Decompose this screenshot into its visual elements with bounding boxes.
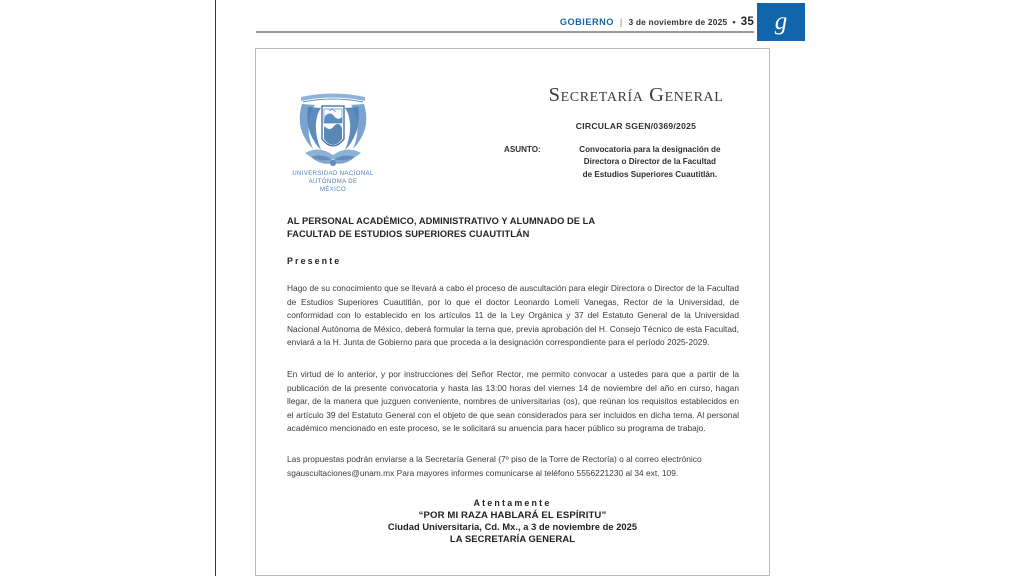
subject-line-3: de Estudios Superiores Cuautitlán. bbox=[582, 169, 718, 179]
body-paragraph-1: Hago de su conocimiento que se llevará a cabo el proceso de auscultación para elegir Directora o Director de la Facultad de Estudios Superiores Cuautitlán, por lo que el doctor Leonardo Lomelí Vanegas, Rector de la Universidad, de conformidad con lo establecido en los artículos 11 de la Ley Orgánica y 37 del Estatuto General de la Universidad Nacional Autónoma de México, deberá formular la terna que, previa aprobación del H. Consejo Técnico de esta Facultad, enviará a la H. Junta de Gobierno para que proceda a la designación correspondiente para el período 2025-2029. bbox=[287, 283, 739, 348]
running-head bbox=[256, 14, 754, 30]
circular-document-sheet bbox=[255, 48, 770, 576]
running-head-rule bbox=[256, 31, 754, 33]
addressee-block bbox=[287, 215, 727, 242]
body-paragraph-3-line-2: sgauscultaciones@unam.mx Para mayores informes comunicarse al teléfono 5556221230 al 34 ext. 109. bbox=[287, 467, 679, 478]
unam-seal-icon bbox=[285, 83, 381, 195]
page-spine-divider bbox=[215, 0, 216, 576]
body-paragraph-3-line-1: Las propuestas podrán enviarse a la Secretaría General (7º piso de la Torre de Rectoría) o al correo electrónico bbox=[287, 454, 702, 464]
circular-number: CIRCULAR SGEN/0369/2025 bbox=[575, 121, 697, 131]
body-paragraph-3 bbox=[287, 453, 739, 480]
presente-label: Presente bbox=[287, 256, 342, 266]
addressee-line-1: AL PERSONAL ACADÉMICO, ADMINISTRATIVO Y ALUMNADO DE LA bbox=[287, 216, 596, 226]
closing-motto: “POR MI RAZA HABLARÁ EL ESPÍRITU” bbox=[418, 510, 607, 521]
running-head-dot: • bbox=[732, 17, 736, 27]
running-head-separator: | bbox=[619, 17, 623, 27]
running-head-section: GOBIERNO bbox=[559, 17, 614, 27]
gaceta-brand-mark bbox=[757, 3, 805, 41]
closing-block bbox=[256, 498, 769, 544]
subject-label: ASUNTO: bbox=[504, 145, 541, 154]
subject-line-2: Directora o Director de la Facultad bbox=[583, 157, 716, 167]
subject-line-1: Convocatoria para la designación de bbox=[579, 145, 721, 154]
running-head-page-number: 35 bbox=[740, 16, 754, 28]
svg-text:MÉXICO: MÉXICO bbox=[319, 187, 347, 193]
closing-place-date: Ciudad Universitaria, Cd. Mx., a 3 de noviembre de 2025 bbox=[387, 522, 638, 532]
office-title: Secretaría General bbox=[548, 84, 724, 106]
closing-signer: LA SECRETARÍA GENERAL bbox=[449, 533, 576, 544]
subject-block bbox=[504, 144, 754, 181]
subject-text bbox=[546, 144, 754, 181]
gaceta-brand-letter: g bbox=[774, 7, 788, 35]
addressee-line-2: FACULTAD DE ESTUDIOS SUPERIORES CUAUTITLÁN bbox=[287, 229, 530, 240]
svg-text:UNIVERSIDAD NACIONAL: UNIVERSIDAD NACIONAL bbox=[292, 171, 374, 177]
svg-text:AUTÓNOMA DE: AUTÓNOMA DE bbox=[308, 179, 358, 185]
running-head-date: 3 de noviembre de 2025 bbox=[628, 17, 728, 27]
closing-atentamente: Atentamente bbox=[473, 498, 552, 508]
body-paragraph-2: En virtud de lo anterior, y por instrucciones del Señor Rector, me permito convocar a ustedes para que a partir de la publicación de la presente convocatoria y hasta las 13:00 horas del viernes 14 de noviembre del año en curso, hagan llegar, de la manera que juzguen conveniente, nombres de universitarias (os), que reúnan los requisitos establecidos en el artículo 39 del Estatuto General con el objeto de que sean considerados para ser incluidos en dicha terna. Al personal académico mencionado en este proceso, se le solicitará su anuencia para hacer público su programa de trabajo. bbox=[287, 369, 739, 434]
